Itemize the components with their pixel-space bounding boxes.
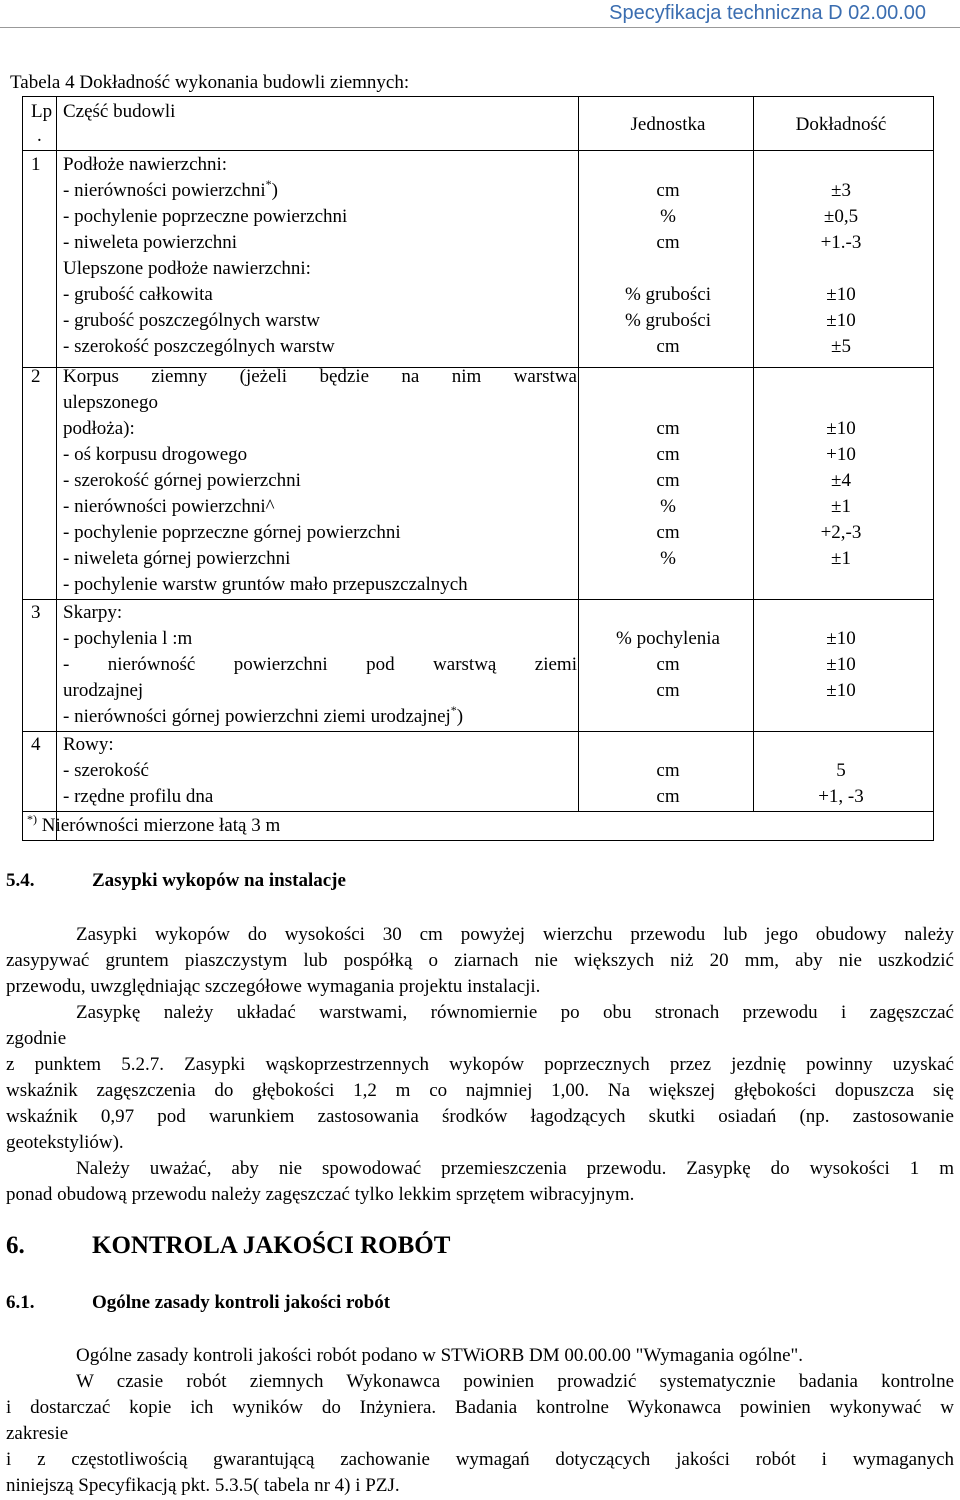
table-row: - rzędne profilu dna xyxy=(63,786,214,807)
row-divider xyxy=(23,731,933,732)
unit-cell: cm xyxy=(656,418,680,439)
table-row: - niweleta powierzchni xyxy=(63,232,238,253)
accuracy-cell: ±3 xyxy=(831,180,851,201)
header-lp: Lp xyxy=(31,101,53,122)
section-number: 5.4. xyxy=(6,870,35,891)
header-unit: Jednostka xyxy=(630,114,706,135)
row-divider xyxy=(23,599,933,600)
table-row: - grubość poszczególnych warstw xyxy=(63,310,320,331)
paragraph-line: z punktem 5.2.7. Zasypki wąskoprzestrzennych wykopów poprzecznych przez jezdnię powinny uzyskać xyxy=(6,1054,954,1075)
paragraph-line: niniejszą Specyfikacją pkt. 5.3.5( tabela nr 4) i PZJ. xyxy=(6,1475,400,1496)
spec-title: Specyfikacja techniczna D 02.00.00 xyxy=(609,2,926,24)
row-divider xyxy=(23,811,933,812)
unit-cell: cm xyxy=(656,336,680,357)
row-lp: 4 xyxy=(31,734,41,755)
section-title: KONTROLA JAKOŚCI ROBÓT xyxy=(92,1232,451,1259)
accuracy-cell: 5 xyxy=(836,760,846,781)
unit-cell: cm xyxy=(656,232,680,253)
unit-cell: % xyxy=(660,496,676,517)
paragraph-line: Zasypkę należy układać warstwami, równomiernie po obu stronach przewodu i zagęszczać xyxy=(76,1002,954,1023)
section-title: Zasypki wykopów na instalacje xyxy=(92,870,346,891)
accuracy-cell: ±5 xyxy=(831,336,851,357)
section-number: 6. xyxy=(6,1232,25,1259)
col-divider-lp xyxy=(56,97,57,840)
table-row: - grubość całkowita xyxy=(63,284,213,305)
paragraph-line: geotekstyliów). xyxy=(6,1132,124,1153)
section-heading-6-1 xyxy=(6,1292,391,1314)
accuracy-cell: ±10 xyxy=(826,628,856,649)
table-row: - szerokość xyxy=(63,760,149,781)
section-number: 6.1. xyxy=(6,1292,35,1313)
row-title: Korpus ziemny (jeżeli będzie na nim warstwa xyxy=(63,366,577,387)
accuracy-cell: +1.-3 xyxy=(820,232,862,253)
paragraph-line: i z częstotliwością gwarantującą zachowanie wymagań dotyczących jakości robót i wymaganych xyxy=(6,1449,954,1470)
paragraph-line: Należy uważać, aby nie spowodować przemieszczenia przewodu. Zasypkę do wysokości 1 m xyxy=(76,1158,954,1179)
row-lp: 2 xyxy=(31,366,41,387)
table-row: - oś korpusu drogowego xyxy=(63,444,248,465)
unit-cell: cm xyxy=(656,786,680,807)
table-row: urodzajnej xyxy=(63,680,144,701)
row-title: ulepszonego xyxy=(63,392,158,413)
table-footnote: *) Nierówności mierzone łatą 3 m xyxy=(27,812,281,836)
table-row: - pochylenia l :m xyxy=(63,628,193,649)
accuracy-cell: ±1 xyxy=(831,548,851,569)
accuracy-cell: +1, -3 xyxy=(818,786,864,807)
table-row: - szerokość górnej powierzchni xyxy=(63,470,301,491)
section-title: Ogólne zasady kontroli jakości robót xyxy=(92,1292,391,1313)
row-lp: 3 xyxy=(31,602,41,623)
paragraph-line: zakresie xyxy=(6,1423,69,1444)
unit-cell: cm xyxy=(656,654,680,675)
table-row: - pochylenie poprzeczne górnej powierzchni xyxy=(63,522,401,543)
unit-cell: % xyxy=(660,206,676,227)
accuracy-cell: ±10 xyxy=(826,284,856,305)
header-rule xyxy=(0,27,960,28)
paragraph-line: W czasie robót ziemnych Wykonawca powinien prowadzić systematycznie badania kontrolne xyxy=(76,1371,954,1392)
accuracy-table xyxy=(22,96,934,841)
table-row: - nierówności powierzchni*) xyxy=(63,177,278,201)
table-row: - szerokość poszczególnych warstw xyxy=(63,336,335,357)
row-title: Skarpy: xyxy=(63,602,123,623)
header-accuracy: Dokładność xyxy=(795,114,887,135)
paragraph-line: Ogólne zasady kontroli jakości robót podano w STWiORB DM 00.00.00 "Wymagania ogólne". xyxy=(76,1345,804,1366)
row-title: podłoża): xyxy=(63,418,135,439)
table-row: - niweleta górnej powierzchni xyxy=(63,548,291,569)
col-divider-part xyxy=(578,97,579,811)
paragraph-line: ponad obudową przewodu należy zagęszczać tylko lekkim sprzętem wibracyjnym. xyxy=(6,1184,635,1205)
paragraph-line: zgodnie xyxy=(6,1028,67,1049)
row-divider xyxy=(23,150,933,151)
row-subtitle: Ulepszone podłoże nawierzchni: xyxy=(63,258,311,279)
row-title: Rowy: xyxy=(63,734,114,755)
table-caption: Tabela 4 Dokładność wykonania budowli ziemnych: xyxy=(10,72,410,93)
row-title: Podłoże nawierzchni: xyxy=(63,154,228,175)
accuracy-cell: ±1 xyxy=(831,496,851,517)
table-row: - pochylenie poprzeczne powierzchni xyxy=(63,206,348,227)
table-row: - nierówności górnej powierzchni ziemi urodzajnej*) xyxy=(63,703,464,727)
paragraph-line: zasypywać gruntem piaszczystym lub pospółką o ziarnach nie większych niż 20 mm, aby nie uszkodzić xyxy=(6,950,954,971)
unit-cell: cm xyxy=(656,470,680,491)
paragraph-line: wskaźnik 0,97 pod warunkiem zastosowania środków łagodzących skutki osiadań (np. zastosowanie xyxy=(6,1106,954,1127)
table-row: - nierówności powierzchni^ xyxy=(63,496,275,517)
unit-cell: cm xyxy=(656,180,680,201)
accuracy-cell: ±10 xyxy=(826,654,856,675)
header-part: Część budowli xyxy=(63,101,176,122)
paragraph-line: i dostarczać kopie ich wyników do Inżyniera. Badania kontrolne Wykonawca powinien wykonywać w xyxy=(6,1397,954,1418)
table-row: - nierówność powierzchni pod warstwą ziemi xyxy=(63,654,577,675)
paragraph-line: przewodu, uwzględniając szczegółowe wymagania projektu instalacji. xyxy=(6,976,541,997)
table-row: - pochylenie warstw gruntów mało przepuszczalnych xyxy=(63,574,468,595)
accuracy-cell: ±4 xyxy=(831,470,851,491)
header-lp-dot: . xyxy=(37,125,42,146)
unit-cell: cm xyxy=(656,680,680,701)
unit-cell: % xyxy=(660,548,676,569)
unit-cell: % pochylenia xyxy=(616,628,720,649)
unit-cell: cm xyxy=(656,522,680,543)
accuracy-cell: +2,-3 xyxy=(820,522,862,543)
unit-cell: cm xyxy=(656,444,680,465)
unit-cell: cm xyxy=(656,760,680,781)
section-heading-6 xyxy=(6,1232,451,1260)
section-heading-5-4 xyxy=(6,870,346,892)
unit-cell: % grubości xyxy=(624,284,711,305)
unit-cell: % grubości xyxy=(624,310,711,331)
accuracy-cell: +10 xyxy=(826,444,856,465)
accuracy-cell: ±0,5 xyxy=(823,206,859,227)
accuracy-cell: ±10 xyxy=(826,310,856,331)
accuracy-cell: ±10 xyxy=(826,680,856,701)
paragraph-line: Zasypki wykopów do wysokości 30 cm powyżej wierzchu przewodu lub jego obudowy należy xyxy=(76,924,954,945)
paragraph-line: wskaźnik zagęszczenia do głębokości 1,2 m co najmniej 1,00. Na większej głębokości dopuszcza się xyxy=(6,1080,954,1101)
accuracy-cell: ±10 xyxy=(826,418,856,439)
row-lp: 1 xyxy=(31,154,41,175)
